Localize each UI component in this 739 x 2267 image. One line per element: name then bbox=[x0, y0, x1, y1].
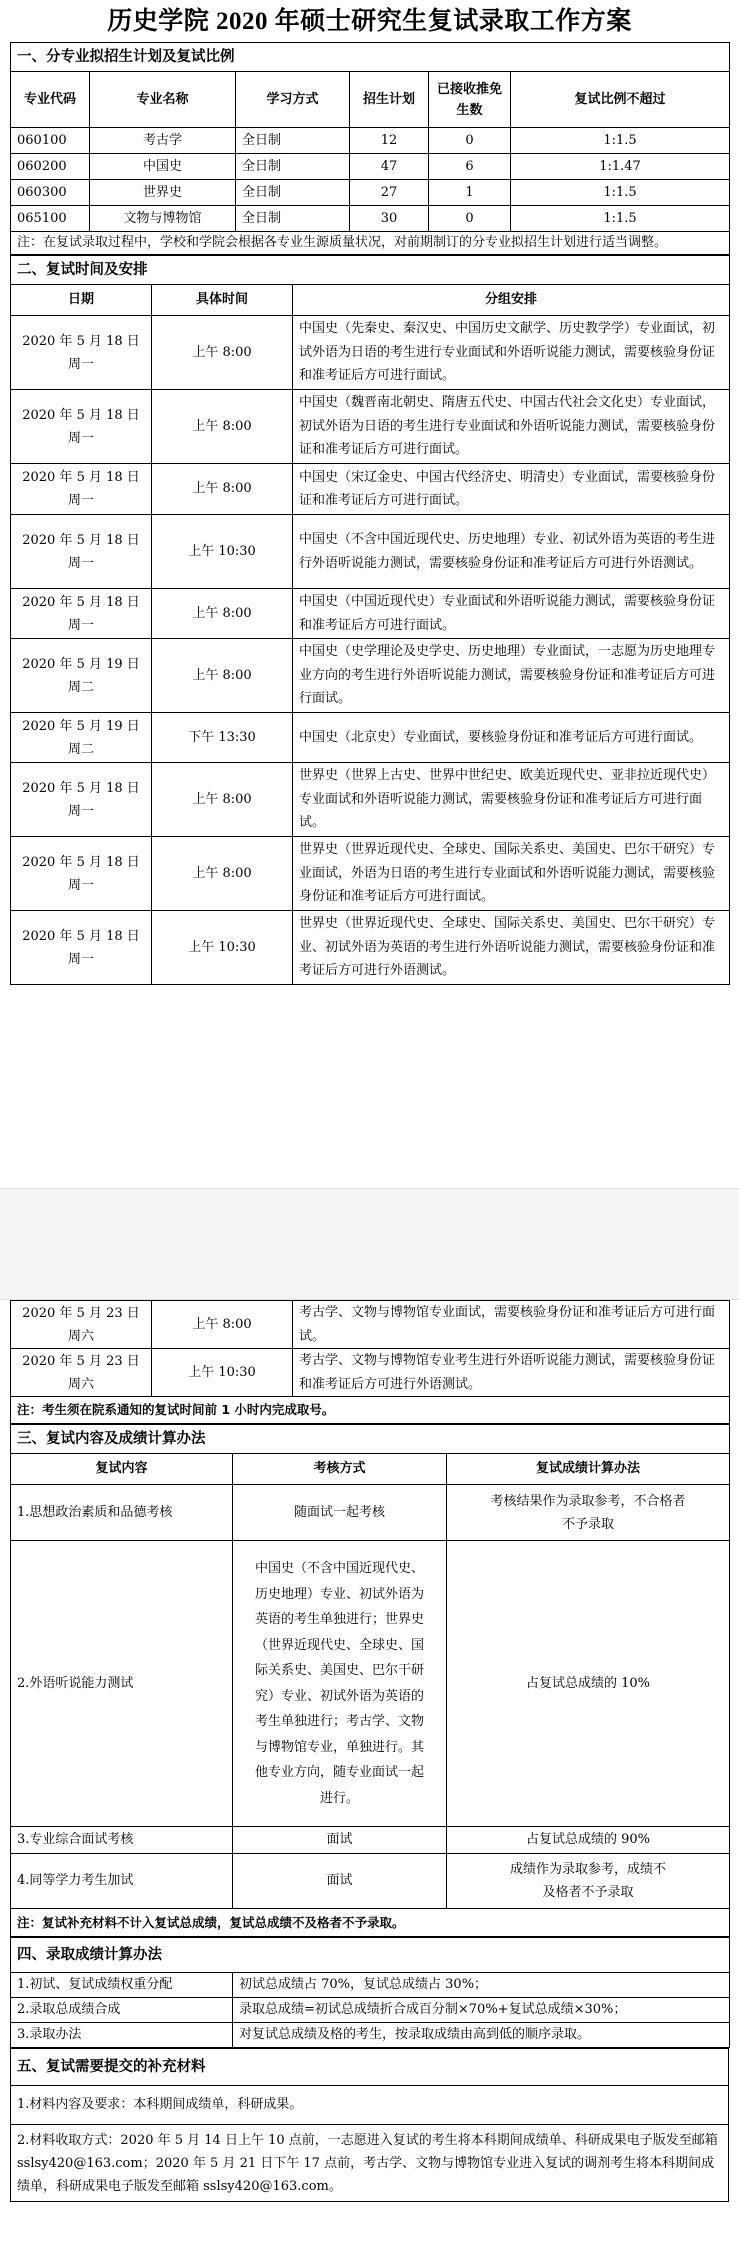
table-row bbox=[11, 713, 730, 763]
cell-group: 中国史（史学理论及史学史、历史地理）专业面试，一志愿为历史地理专业方向的考生进行外语听说能力测试，需要核验身份证和准考证后方可进行面试。 bbox=[293, 639, 730, 713]
cell-group: 世界史（世界近现代史、全球史、国际关系史、美国史、巴尔干研究）专业、初试外语为英语的考生进行外语听说能力测试，需要核验身份证和准考证后方可进行外语测试。 bbox=[293, 911, 730, 985]
cell-ratio: 1:1.5 bbox=[511, 206, 730, 232]
col-header-exempt: 已接收推免生数 bbox=[429, 72, 511, 128]
table-row bbox=[11, 464, 730, 515]
table-row bbox=[11, 589, 730, 639]
table-row bbox=[11, 154, 730, 180]
cell-date-text: 2020 年 5 月 18 日 bbox=[22, 532, 140, 548]
cell-date bbox=[11, 316, 152, 390]
cell-weekday-text: 周六 bbox=[67, 1376, 94, 1392]
cell-exempt: 1 bbox=[429, 180, 511, 206]
cell-desc: 初试总成绩占 70%，复试总成绩占 30%； bbox=[233, 1973, 730, 1998]
table-row bbox=[11, 515, 730, 589]
section-2-continued-table bbox=[10, 1300, 730, 1424]
cell-plan: 30 bbox=[350, 206, 429, 232]
cell-date bbox=[11, 837, 152, 911]
cell-calc: 占复试总成绩的 10% bbox=[447, 1541, 730, 1827]
materials-item: 2.材料收取方式：2020 年 5 月 14 日上午 10 点前，一志愿进入复试的考生将本科期间成绩单、科研成果电子版发至邮箱 sslsy420@163.com；2020 年 5 月 21 日下午 17 点前，考古学、文物与博物馆专业进入复试的调剂考生将本科期间成绩单，科研成果电子版发至邮箱 sslsy420@163.com。 bbox=[11, 2125, 729, 2202]
section-3-heading: 三、复试内容及成绩计算办法 bbox=[11, 1425, 730, 1454]
cell-weekday-text: 周一 bbox=[67, 555, 94, 571]
section-1-table bbox=[10, 42, 730, 255]
table-row bbox=[11, 1854, 730, 1909]
cell-weekday-text: 周一 bbox=[67, 951, 94, 967]
col-header-calc: 复试成绩计算办法 bbox=[447, 1454, 730, 1485]
cell-item: 3.录取办法 bbox=[11, 2023, 233, 2048]
col-header-content: 复试内容 bbox=[11, 1454, 233, 1485]
section-4-table bbox=[10, 1937, 730, 2048]
cell-mode: 全日制 bbox=[236, 206, 350, 232]
cell-weekday-text: 周六 bbox=[67, 1328, 94, 1344]
cell-name: 文物与博物馆 bbox=[90, 206, 236, 232]
cell-content: 2.外语听说能力测试 bbox=[11, 1541, 233, 1827]
cell-mode: 全日制 bbox=[236, 154, 350, 180]
cell-date bbox=[11, 390, 152, 464]
table-row bbox=[11, 316, 730, 390]
cell-time: 上午 8:00 bbox=[152, 390, 293, 464]
table-row bbox=[11, 911, 730, 985]
cell-date bbox=[11, 639, 152, 713]
table-row bbox=[11, 128, 730, 154]
page-2 bbox=[0, 1300, 739, 2267]
table-row bbox=[11, 1349, 730, 1397]
table-row bbox=[11, 180, 730, 206]
cell-name: 考古学 bbox=[90, 128, 236, 154]
cell-date bbox=[11, 1301, 152, 1349]
document-title: 历史学院 2020 年硕士研究生复试录取工作方案 bbox=[107, 8, 632, 35]
cell-ratio: 1:1.5 bbox=[511, 180, 730, 206]
table-row bbox=[11, 206, 730, 232]
section-3-table bbox=[10, 1424, 730, 1937]
cell-ratio: 1:1.47 bbox=[511, 154, 730, 180]
cell-date bbox=[11, 763, 152, 837]
cell-desc: 录取总成绩=初试总成绩折合成百分制×70%+复试总成绩×30%； bbox=[233, 1998, 730, 2023]
cell-time: 上午 8:00 bbox=[152, 837, 293, 911]
cell-content: 3.专业综合面试考核 bbox=[11, 1827, 233, 1854]
cell-group: 中国史（宋辽金史、中国古代经济史、明清史）专业面试，需要核验身份证和准考证后方可进行面试。 bbox=[293, 464, 730, 515]
cell-plan: 27 bbox=[350, 180, 429, 206]
cell-time: 上午 8:00 bbox=[152, 464, 293, 515]
cell-code: 060300 bbox=[11, 180, 90, 206]
table-row bbox=[11, 390, 730, 464]
cell-weekday-text: 周一 bbox=[67, 617, 94, 633]
cell-group: 中国史（不含中国近现代史、历史地理）专业、初试外语为英语的考生进行外语听说能力测试，需要核验身份证和准考证后方可进行外语测试。 bbox=[293, 515, 730, 589]
cell-date-text: 2020 年 5 月 23 日 bbox=[22, 1305, 140, 1321]
cell-item: 1.初试、复试成绩权重分配 bbox=[11, 1973, 233, 1998]
cell-date bbox=[11, 911, 152, 985]
cell-group: 中国史（中国近现代史）专业面试和外语听说能力测试，需要核验身份证和准考证后方可进行面试。 bbox=[293, 589, 730, 639]
col-header-code: 专业代码 bbox=[11, 72, 90, 128]
cell-name: 中国史 bbox=[90, 154, 236, 180]
cell-group: 考古学、文物与博物馆专业面试，需要核验身份证和准考证后方可进行面试。 bbox=[293, 1301, 730, 1349]
col-header-method: 考核方式 bbox=[233, 1454, 447, 1485]
cell-group: 中国史（北京史）专业面试，要核验身份证和准考证后方可进行面试。 bbox=[293, 713, 730, 763]
cell-date-text: 2020 年 5 月 18 日 bbox=[22, 594, 140, 610]
cell-weekday-text: 周一 bbox=[67, 877, 94, 893]
cell-ratio: 1:1.5 bbox=[511, 128, 730, 154]
col-header-ratio: 复试比例不超过 bbox=[511, 72, 730, 128]
table-row bbox=[11, 1301, 730, 1349]
cell-calc: 成绩作为录取参考，成绩不及格者不予录取 bbox=[447, 1854, 730, 1909]
cell-group: 世界史（世界上古史、世界中世纪史、欧美近现代史、亚非拉近现代史）专业面试和外语听说能力测试，需要核验身份证和准考证后方可进行面试。 bbox=[293, 763, 730, 837]
cell-weekday-text: 周一 bbox=[67, 356, 94, 372]
table-row bbox=[11, 1998, 730, 2023]
col-header-name: 专业名称 bbox=[90, 72, 236, 128]
cell-mode: 全日制 bbox=[236, 180, 350, 206]
section-5-table bbox=[10, 2048, 729, 2202]
cell-date bbox=[11, 713, 152, 763]
cell-time: 上午 8:00 bbox=[152, 763, 293, 837]
cell-time: 上午 8:00 bbox=[152, 316, 293, 390]
cell-calc: 占复试总成绩的 90% bbox=[447, 1827, 730, 1854]
section-4-heading: 四、录取成绩计算办法 bbox=[11, 1938, 730, 1973]
cell-code: 065100 bbox=[11, 206, 90, 232]
cell-date bbox=[11, 515, 152, 589]
col-header-group: 分组安排 bbox=[293, 285, 730, 316]
cell-date bbox=[11, 1349, 152, 1397]
cell-time: 上午 10:30 bbox=[152, 1349, 293, 1397]
col-header-date: 日期 bbox=[11, 285, 152, 316]
table-row bbox=[11, 2023, 730, 2048]
col-header-mode: 学习方式 bbox=[236, 72, 350, 128]
cell-name: 世界史 bbox=[90, 180, 236, 206]
cell-exempt: 6 bbox=[429, 154, 511, 180]
table-row bbox=[11, 763, 730, 837]
table-row bbox=[11, 837, 730, 911]
table-row bbox=[11, 1485, 730, 1541]
cell-time: 上午 8:00 bbox=[152, 589, 293, 639]
table-row bbox=[11, 1973, 730, 1998]
cell-weekday-text: 周二 bbox=[67, 679, 94, 695]
cell-method: 面试 bbox=[233, 1827, 447, 1854]
cell-time: 上午 8:00 bbox=[152, 639, 293, 713]
section-1-heading: 一、分专业拟招生计划及复试比例 bbox=[11, 43, 730, 72]
cell-content: 1.思想政治素质和品德考核 bbox=[11, 1485, 233, 1541]
col-header-plan: 招生计划 bbox=[350, 72, 429, 128]
cell-date-text: 2020 年 5 月 18 日 bbox=[22, 470, 140, 485]
cell-time: 下午 13:30 bbox=[152, 713, 293, 763]
cell-weekday-text: 周一 bbox=[67, 803, 94, 819]
cell-time: 上午 8:00 bbox=[152, 1301, 293, 1349]
cell-exempt: 0 bbox=[429, 128, 511, 154]
table-row bbox=[11, 1827, 730, 1854]
cell-item: 2.录取总成绩合成 bbox=[11, 1998, 233, 2023]
cell-group: 中国史（魏晋南北朝史、隋唐五代史、中国古代社会文化史）专业面试，初试外语为日语的考生进行专业面试和外语听说能力测试，需要核验身份证和准考证后方可进行面试。 bbox=[293, 390, 730, 464]
cell-calc: 考核结果作为录取参考，不合格者不予录取 bbox=[447, 1485, 730, 1541]
section-3-note: 注：复试补充材料不计入复试总成绩，复试总成绩不及格者不予录取。 bbox=[11, 1909, 730, 1937]
cell-weekday-text: 周一 bbox=[67, 493, 94, 508]
cell-date-text: 2020 年 5 月 18 日 bbox=[22, 928, 140, 944]
section-5-heading: 五、复试需要提交的补充材料 bbox=[11, 2049, 729, 2086]
cell-time: 上午 10:30 bbox=[152, 515, 293, 589]
cell-group: 考古学、文物与博物馆专业考生进行外语听说能力测试，需要核验身份证和准考证后方可进行外语测试。 bbox=[293, 1349, 730, 1397]
section-2-note: 注：考生须在院系通知的复试时间前 1 小时内完成取号。 bbox=[11, 1397, 730, 1424]
cell-mode: 全日制 bbox=[236, 128, 350, 154]
cell-date bbox=[11, 464, 152, 515]
table-row bbox=[11, 639, 730, 713]
cell-date-text: 2020 年 5 月 18 日 bbox=[22, 780, 140, 796]
cell-desc: 对复试总成绩及格的考生，按录取成绩由高到低的顺序录取。 bbox=[233, 2023, 730, 2048]
cell-date-text: 2020 年 5 月 23 日 bbox=[22, 1353, 140, 1369]
cell-date-text: 2020 年 5 月 19 日 bbox=[22, 656, 140, 672]
cell-code: 060200 bbox=[11, 154, 90, 180]
section-1-note: 注：在复试录取过程中，学校和学院会根据各专业生源质量状况，对前期制订的分专业拟招生计划进行适当调整。 bbox=[11, 232, 730, 255]
cell-code: 060100 bbox=[11, 128, 90, 154]
cell-method: 中国史（不含中国近现代史、历史地理）专业、初试外语为英语的考生单独进行；世界史（世界近现代史、全球史、国际关系史、美国史、巴尔干研究）专业、初试外语为英语的考生单独进行；考古学、文物与博物馆专业，单独进行。其他专业方向，随专业面试一起进行。 bbox=[233, 1541, 447, 1827]
materials-item: 1.材料内容及要求：本科期间成绩单，科研成果。 bbox=[11, 2086, 729, 2125]
cell-date-text: 2020 年 5 月 18 日 bbox=[22, 407, 140, 423]
cell-group: 世界史（世界近现代史、全球史、国际关系史、美国史、巴尔干研究）专业面试，外语为日语的考生进行专业面试和外语听说能力测试，需要核验身份证和准考证后方可进行面试。 bbox=[293, 837, 730, 911]
cell-date-text: 2020 年 5 月 19 日 bbox=[22, 718, 140, 734]
page-separator bbox=[0, 1188, 739, 1300]
cell-method: 随面试一起考核 bbox=[233, 1485, 447, 1541]
cell-exempt: 0 bbox=[429, 206, 511, 232]
cell-date-text: 2020 年 5 月 18 日 bbox=[22, 854, 140, 870]
cell-date bbox=[11, 589, 152, 639]
cell-weekday-text: 周一 bbox=[67, 430, 94, 446]
cell-content: 4.同等学力考生加试 bbox=[11, 1854, 233, 1909]
cell-time: 上午 10:30 bbox=[152, 911, 293, 985]
cell-method: 面试 bbox=[233, 1854, 447, 1909]
cell-weekday-text: 周二 bbox=[67, 741, 94, 757]
cell-date-text: 2020 年 5 月 18 日 bbox=[22, 333, 140, 349]
cell-plan: 47 bbox=[350, 154, 429, 180]
cell-group: 中国史（先秦史、秦汉史、中国历史文献学、历史教学学）专业面试，初试外语为日语的考生进行专业面试和外语听说能力测试，需要核验身份证和准考证后方可进行面试。 bbox=[293, 316, 730, 390]
cell-plan: 12 bbox=[350, 128, 429, 154]
table-row bbox=[11, 1541, 730, 1827]
col-header-time: 具体时间 bbox=[152, 285, 293, 316]
section-2-table bbox=[10, 255, 730, 985]
section-2-heading: 二、复试时间及安排 bbox=[11, 256, 730, 285]
